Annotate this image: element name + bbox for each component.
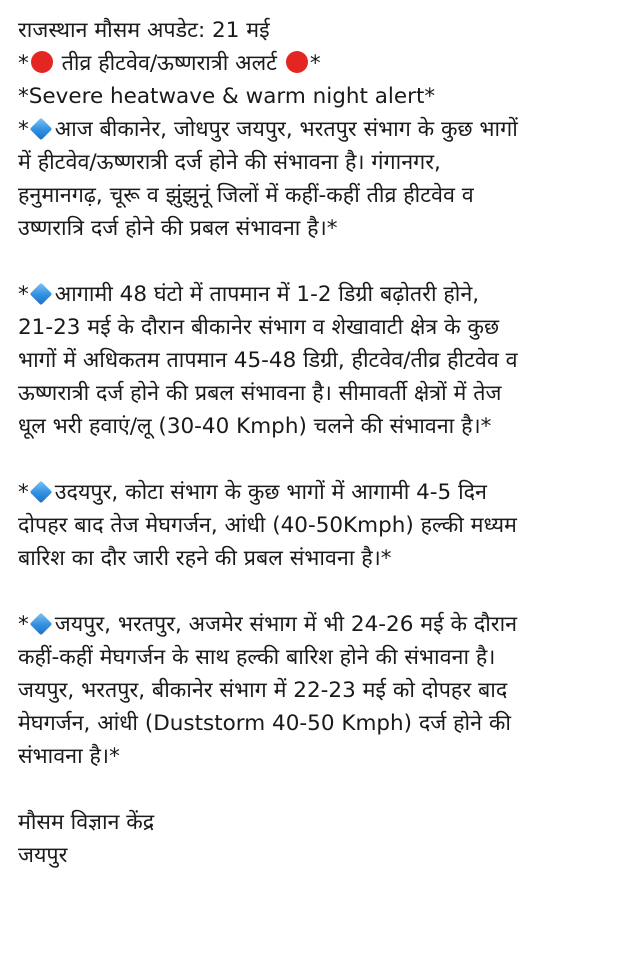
paragraph-1-line-3: हनुमानगढ़, चूरू व झुंझुनूं जिलों में कहीं-कहीं तीव्र हीटवेव व — [18, 183, 474, 208]
paragraph-4-text: जयपुर, भरतपुर, अजमेर संभाग में भी 24-26 मई के दौरान — [54, 612, 518, 637]
paragraph-2-line-1 — [18, 278, 628, 311]
paragraph-3-line-3: बारिश का दौर जारी रहने की प्रबल संभावना है।* — [18, 546, 392, 571]
alert-suffix: * — [309, 51, 321, 76]
paragraph-2-line-5: धूल भरी हवाएं/लू (30-40 Kmph) चलने की संभावना है।* — [18, 414, 492, 439]
paragraph-gap — [18, 575, 628, 608]
paragraph-1-line-2: में हीटवेव/ऊष्णरात्री दर्ज होने की संभावना है। गंगानगर, — [18, 150, 441, 175]
paragraph-2-text: आगामी 48 घंटो में तापमान में 1-2 डिग्री बढ़ोतरी होने, — [54, 282, 480, 307]
paragraph-2-line-3: भागों में अधिकतम तापमान 45-48 डिग्री, हीटवेव/तीव्र हीटवेव व — [18, 348, 518, 373]
paragraph-2-line-2: 21-23 मई के दौरान बीकानेर संभाग व शेखावाटी क्षेत्र के कुछ — [18, 315, 500, 340]
alert-english-line: *Severe heatwave & warm night alert* — [18, 84, 436, 109]
signature-org: मौसम विज्ञान केंद्र — [18, 810, 155, 835]
paragraph-2-line-4: ऊष्णरात्री दर्ज होने की प्रबल संभावना है। सीमावर्ती क्षेत्रों में तेज — [18, 381, 502, 406]
paragraph-gap — [18, 245, 628, 278]
paragraph-3-line-2: दोपहर बाद तेज मेघगर्जन, आंधी (40-50Kmph) हल्की मध्यम — [18, 513, 517, 538]
paragraph-1-line-1 — [18, 113, 628, 146]
blue-diamond-icon — [29, 283, 52, 306]
alert-hindi-text: तीव्र हीटवेव/ऊष्णरात्री अलर्ट — [54, 51, 284, 76]
paragraph-3-line-1 — [18, 476, 628, 509]
bullet-prefix: * — [18, 612, 29, 637]
signature-city: जयपुर — [18, 843, 68, 868]
bullet-prefix: * — [18, 117, 29, 142]
red-circle-icon — [31, 51, 53, 73]
paragraph-gap — [18, 443, 628, 476]
red-circle-icon — [286, 51, 308, 73]
bullet-prefix: * — [18, 480, 29, 505]
message-body — [18, 14, 628, 872]
paragraph-4-line-4: मेघगर्जन, आंधी (Duststorm 40-50 Kmph) दर्ज होने की — [18, 711, 511, 736]
paragraph-gap — [18, 773, 628, 806]
paragraph-3-text: उदयपुर, कोटा संभाग के कुछ भागों में आगामी 4-5 दिन — [54, 480, 487, 505]
paragraph-1-line-4: उष्णरात्रि दर्ज होने की प्रबल संभावना है।* — [18, 216, 338, 241]
blue-diamond-icon — [29, 613, 52, 636]
paragraph-4-line-1 — [18, 608, 628, 641]
blue-diamond-icon — [29, 481, 52, 504]
paragraph-4-line-2: कहीं-कहीं मेघगर्जन के साथ हल्की बारिश होने की संभावना है। — [18, 645, 496, 670]
message-title: राजस्थान मौसम अपडेट: 21 मई — [18, 18, 270, 43]
paragraph-4-line-5: संभावना है।* — [18, 744, 120, 769]
alert-hindi-line — [18, 47, 628, 80]
paragraph-4-line-3: जयपुर, भरतपुर, बीकानेर संभाग में 22-23 मई को दोपहर बाद — [18, 678, 508, 703]
bullet-prefix: * — [18, 282, 29, 307]
paragraph-1-text: आज बीकानेर, जोधपुर जयपुर, भरतपुर संभाग के कुछ भागों — [54, 117, 518, 142]
blue-diamond-icon — [29, 118, 52, 141]
alert-prefix: * — [18, 51, 29, 76]
